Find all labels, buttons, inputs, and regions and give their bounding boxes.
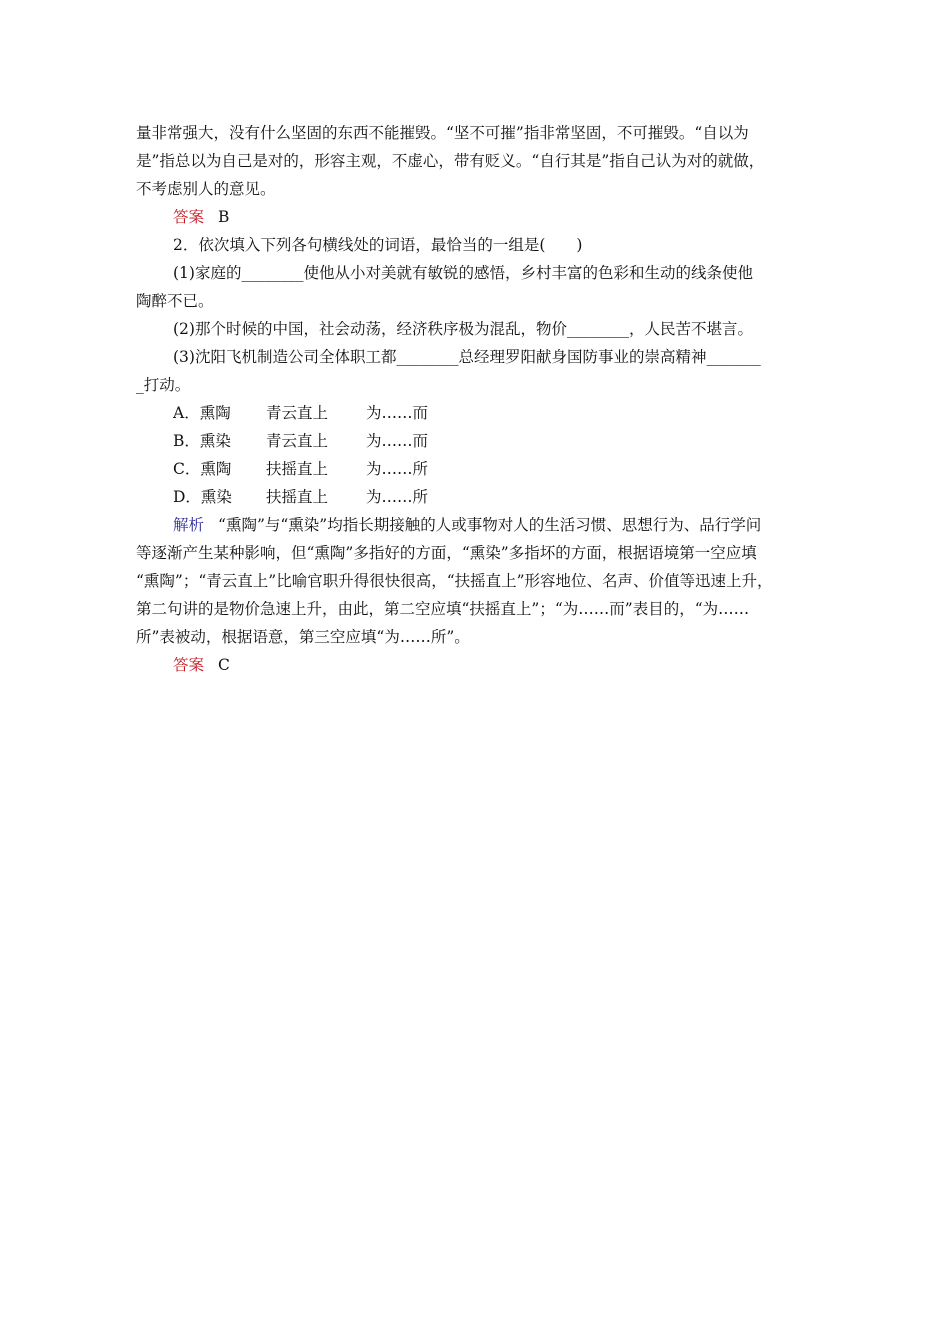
q2-analysis-text-1: “熏陶”与“熏染”均指长期接触的人或事物对人的生活习惯、思想行为、品行学问 — [218, 516, 762, 534]
option-b-word-2: 青云直上 — [266, 432, 329, 450]
option-d-word-2: 扶摇直上 — [266, 488, 329, 506]
q2-analysis-line-5: 所”表被动，根据语意，第三空应填“为……所”。 — [136, 628, 470, 646]
q2-option-b — [136, 427, 820, 455]
option-a-word-1: A．熏陶 — [173, 404, 231, 422]
q2-answer-label: 答案 — [173, 656, 205, 674]
q2-analysis-line-1 — [136, 511, 820, 539]
q2-analysis-line-2: 等逐渐产生某种影响，但“熏陶”多指好的方面，“熏染”多指坏的方面，根据语境第一空应填 — [136, 544, 757, 562]
option-b-word-3: 为……而 — [366, 432, 429, 450]
option-c-word-3: 为……所 — [366, 460, 429, 478]
option-d-word-1: D．熏染 — [173, 488, 232, 506]
option-a-word-2: 青云直上 — [266, 404, 329, 422]
q2-answer-value: C — [218, 656, 230, 674]
q2-sentence-1-line-1: (1)家庭的________使他从小对美就有敏锐的感悟，乡村丰富的色彩和生动的线条使他 — [173, 264, 753, 282]
q2-analysis-label: 解析 — [173, 516, 205, 534]
q2-sentence-3-line-2: _打动。 — [136, 376, 191, 394]
document-body — [136, 119, 820, 679]
q2-option-c — [136, 455, 820, 483]
option-c-word-2: 扶摇直上 — [266, 460, 329, 478]
q2-sentence-2: (2)那个时候的中国，社会动荡，经济秩序极为混乱，物价________，人民苦不堪言。 — [173, 320, 753, 338]
q1-explanation-line-3: 不考虑别人的意见。 — [136, 180, 276, 198]
q2-option-d — [136, 483, 820, 511]
q2-answer — [136, 651, 820, 679]
q1-answer-value: B — [218, 208, 230, 226]
q1-explanation-line-1: 量非常强大，没有什么坚固的东西不能摧毁。“坚不可摧”指非常坚固，不可摧毁。“自以为 — [136, 124, 749, 142]
q2-analysis-line-3: “熏陶”；“青云直上”比喻官职升得很快很高，“扶摇直上”形容地位、名声、价值等迅速上升， — [136, 572, 773, 590]
q2-option-a — [136, 399, 820, 427]
option-a-word-3: 为……而 — [366, 404, 429, 422]
q2-sentence-1-line-2: 陶醉不已。 — [136, 292, 214, 310]
option-b-word-1: B．熏染 — [173, 432, 231, 450]
option-c-word-1: C．熏陶 — [173, 460, 232, 478]
q2-analysis-line-4: 第二句讲的是物价急速上升，由此，第二空应填“扶摇直上”；“为……而”表目的，“为…… — [136, 600, 750, 618]
q2-stem: 2．依次填入下列各句横线处的词语，最恰当的一组是( ) — [173, 236, 583, 254]
q1-answer-label: 答案 — [173, 208, 205, 226]
q2-sentence-3-line-1: (3)沈阳飞机制造公司全体职工都________总经理罗阳献身国防事业的崇高精神_______ — [173, 348, 761, 366]
q1-answer — [136, 203, 820, 231]
q1-explanation-line-2: 是”指总以为自己是对的，形容主观，不虚心，带有贬义。“自行其是”指自己认为对的就做， — [136, 152, 765, 170]
option-d-word-3: 为……所 — [366, 488, 429, 506]
